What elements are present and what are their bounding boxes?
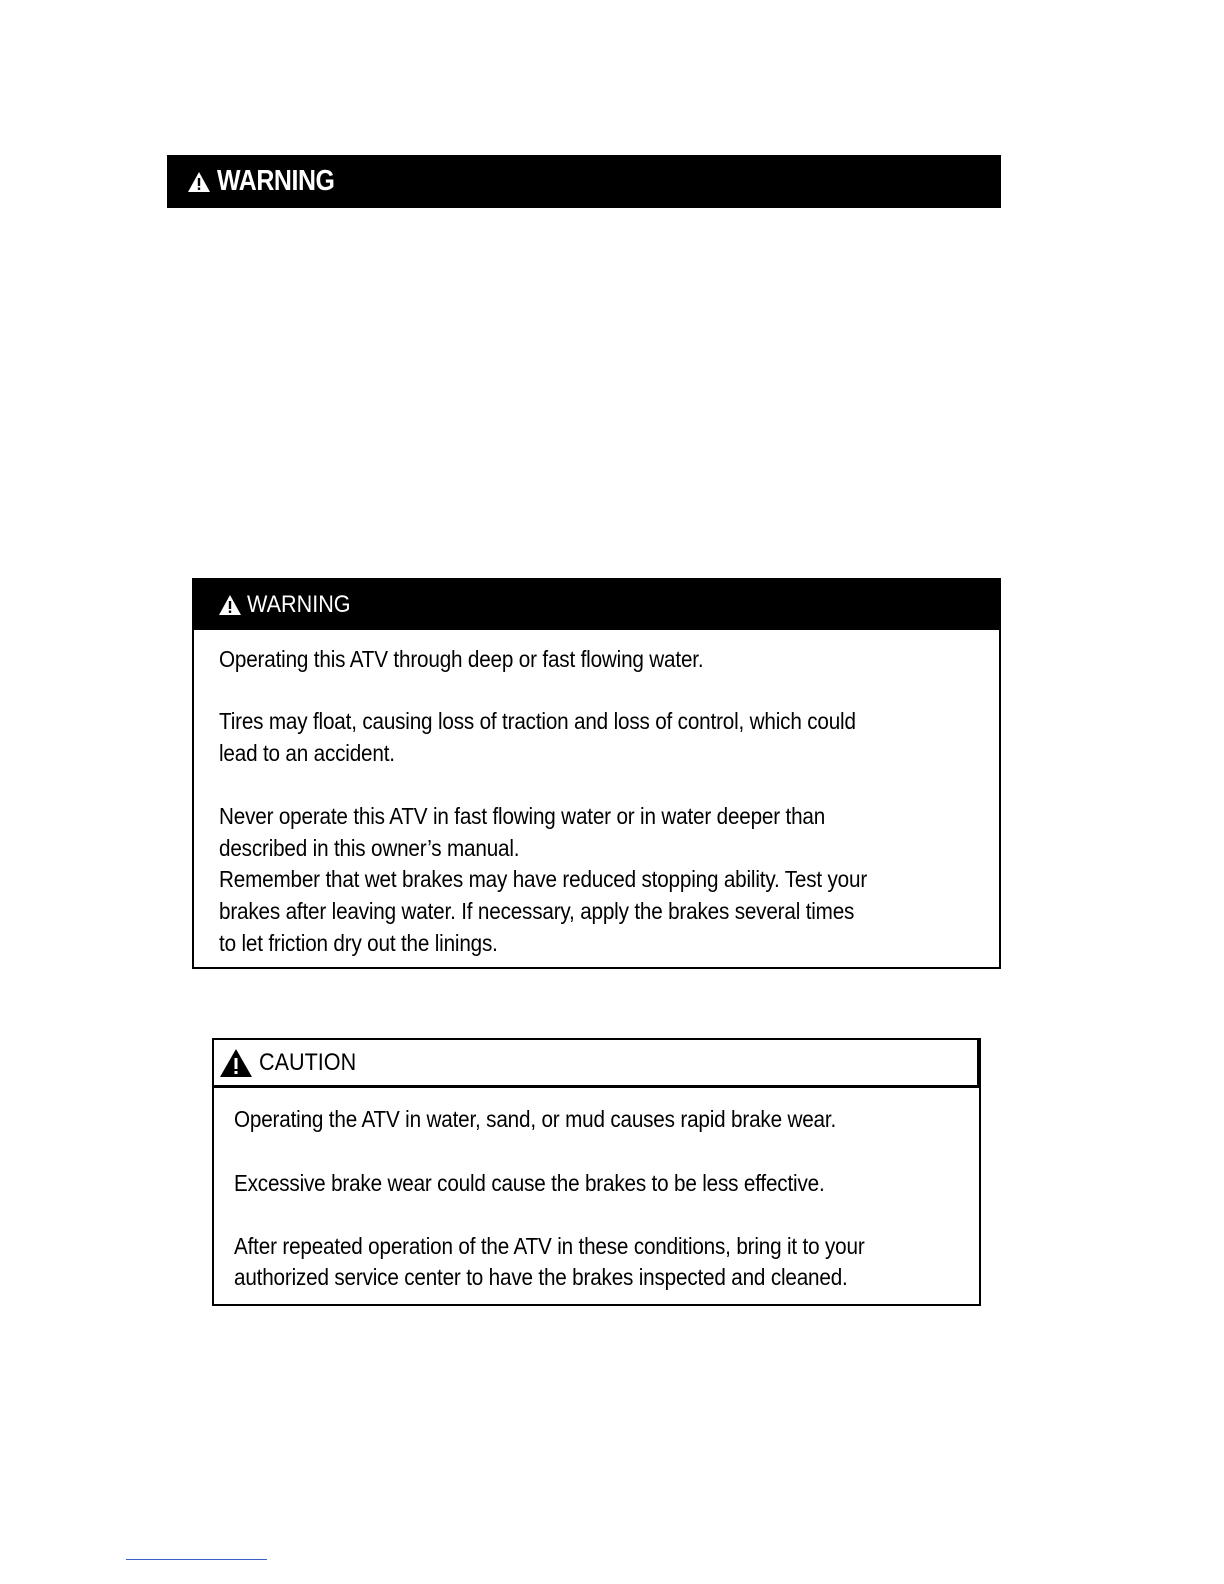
- caution-line-1: Operating the ATV in water, sand, or mud causes rapid brake wear.: [234, 1106, 837, 1132]
- footer-rule: [126, 1559, 267, 1560]
- warning-triangle-icon: [187, 171, 211, 193]
- warning-banner: [167, 155, 1001, 208]
- warning-line-6: Remember that wet brakes may have reduced stopping ability. Test your: [219, 866, 868, 892]
- warning-line-3: lead to an accident.: [219, 740, 395, 766]
- warning-line-1: Operating this ATV through deep or fast flowing water.: [219, 646, 704, 672]
- caution-line-3: After repeated operation of the ATV in these conditions, bring it to your: [234, 1233, 865, 1259]
- caution-line-2: Excessive brake wear could cause the brakes to be less effective.: [234, 1170, 825, 1196]
- warning-box-label: WARNING: [247, 591, 351, 618]
- warning-line-7: brakes after leaving water. If necessary, apply the brakes several times: [219, 898, 855, 924]
- warning-triangle-icon: [218, 594, 242, 616]
- caution-triangle-icon: [219, 1048, 253, 1078]
- caution-line-4: authorized service center to have the brakes inspected and cleaned.: [234, 1264, 848, 1290]
- caution-box: [212, 1038, 981, 1306]
- warning-banner-label: WARNING: [217, 165, 335, 197]
- warning-line-4: Never operate this ATV in fast flowing water or in water deeper than: [219, 803, 826, 829]
- warning-line-2: Tires may float, causing loss of traction and loss of control, which could: [219, 708, 856, 734]
- caution-box-header: [214, 1040, 981, 1088]
- caution-box-label: CAUTION: [259, 1048, 357, 1076]
- warning-line-5: described in this owner’s manual.: [219, 835, 520, 861]
- warning-line-8: to let friction dry out the linings.: [219, 930, 498, 956]
- warning-box-header: [194, 580, 999, 630]
- warning-box: [192, 578, 1001, 969]
